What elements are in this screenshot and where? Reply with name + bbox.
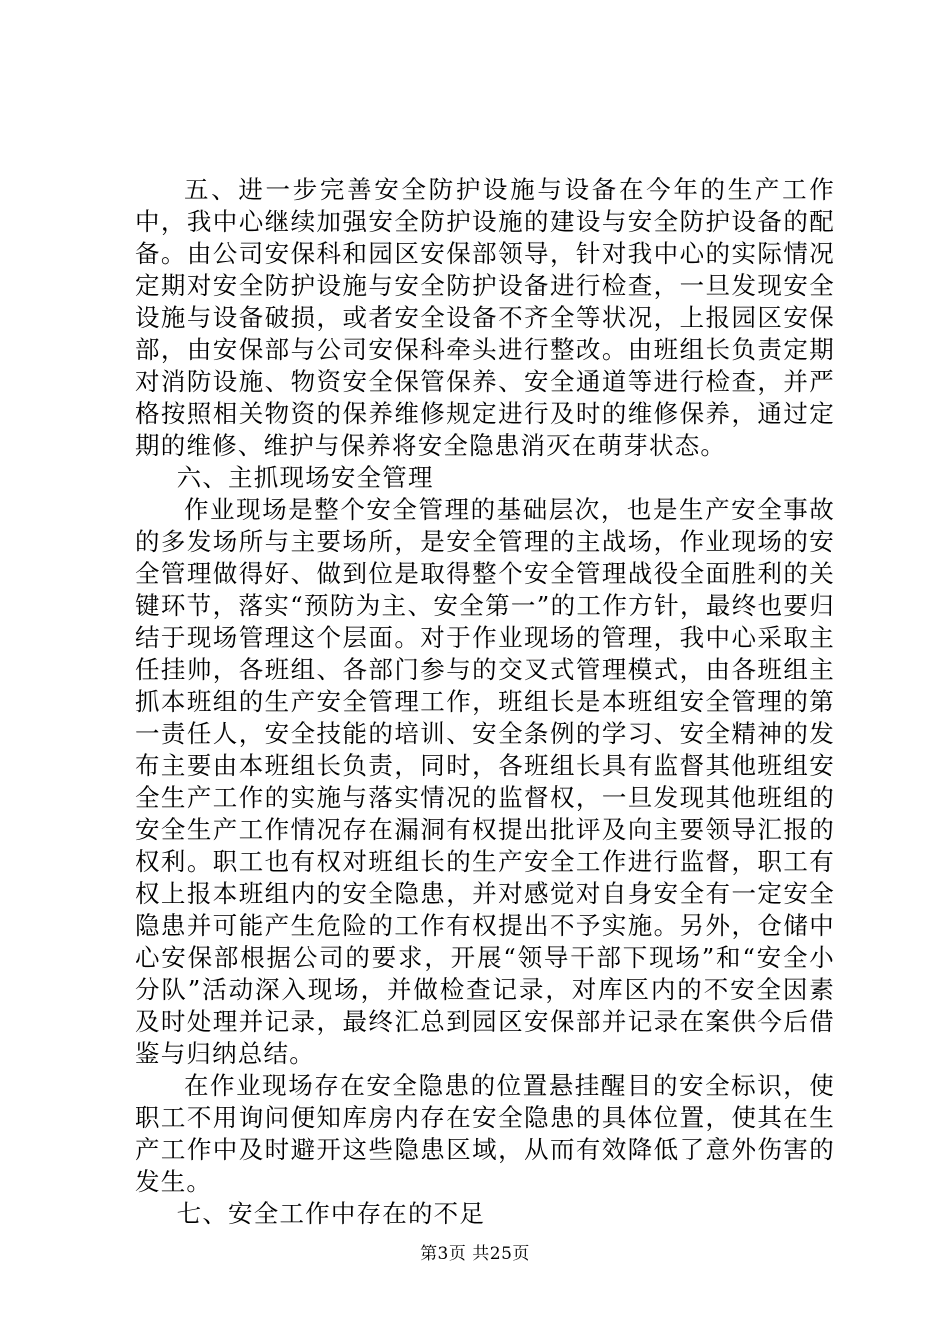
page-number-footer: 第3页 共25页 xyxy=(420,1244,530,1264)
section-seven-heading: 七、安全工作中存在的不足 xyxy=(176,1199,486,1228)
document-body xyxy=(135,174,835,1230)
safety-signs-paragraph: 在作业现场存在安全隐患的位置悬挂醒目的安全标识，使职工不用询问便知库房内存在安全隐患的具体位置，使其在生产工作中及时避开这些隐患区域，从而有效降低了意外伤害的发生。 xyxy=(135,1071,835,1196)
section-five-paragraph: 五、进一步完善安全防护设施与设备在今年的生产工作中，我中心继续加强安全防护设施的建设与安全防护设备的配备。由公司安保科和园区安保部领导，针对我中心的实际情况定期对安全防护设施与安全防护设备进行检查，一旦发现安全设施与设备破损，或者安全设备不齐全等状况，上报园区安保部，由安保部与公司安保科牵头进行整改。由班组长负责定期对消防设施、物资安全保管保养、安全通道等进行检查，并严格按照相关物资的保养维修规定进行及时的维修保养，通过定期的维修、维护与保养将安全隐患消灭在萌芽状态。 xyxy=(135,175,835,460)
section-six-paragraph: 作业现场是整个安全管理的基础层次，也是生产安全事故的多发场所与主要场所，是安全管理的主战场，作业现场的安全管理做得好、做到位是取得整个安全管理战役全面胜利的关键环节，落实“预防为主、安全第一”的工作方针，最终也要归结于现场管理这个层面。对于作业现场的管理，我中心采取主任挂帅，各班组、各部门参与的交叉式管理模式，由各班组主抓本班组的生产安全管理工作，班组长是本班组安全管理的第一责任人，安全技能的培训、安全条例的学习、安全精神的发布主要由本班组长负责，同时，各班组长具有监督其他班组安全生产工作的实施与落实情况的监督权，一旦发现其他班组的安全生产工作情况存在漏洞有权提出批评及向主要领导汇报的权利。职工也有权对班组长的生产安全工作进行监督，职工有权上报本班组内的安全隐患，并对感觉对自身安全有一定安全隐患并可能产生危险的工作有权提出不予实施。另外，仓储中心安保部根据公司的要求，开展“领导干部下现场”和“安全小分队”活动深入现场，并做检查记录，对库区内的不安全因素及时处理并记录，最终汇总到园区安保部并记录在案供今后借鉴与归纳总结。 xyxy=(135,495,835,1068)
section-six-heading: 六、主抓现场安全管理 xyxy=(176,463,434,492)
